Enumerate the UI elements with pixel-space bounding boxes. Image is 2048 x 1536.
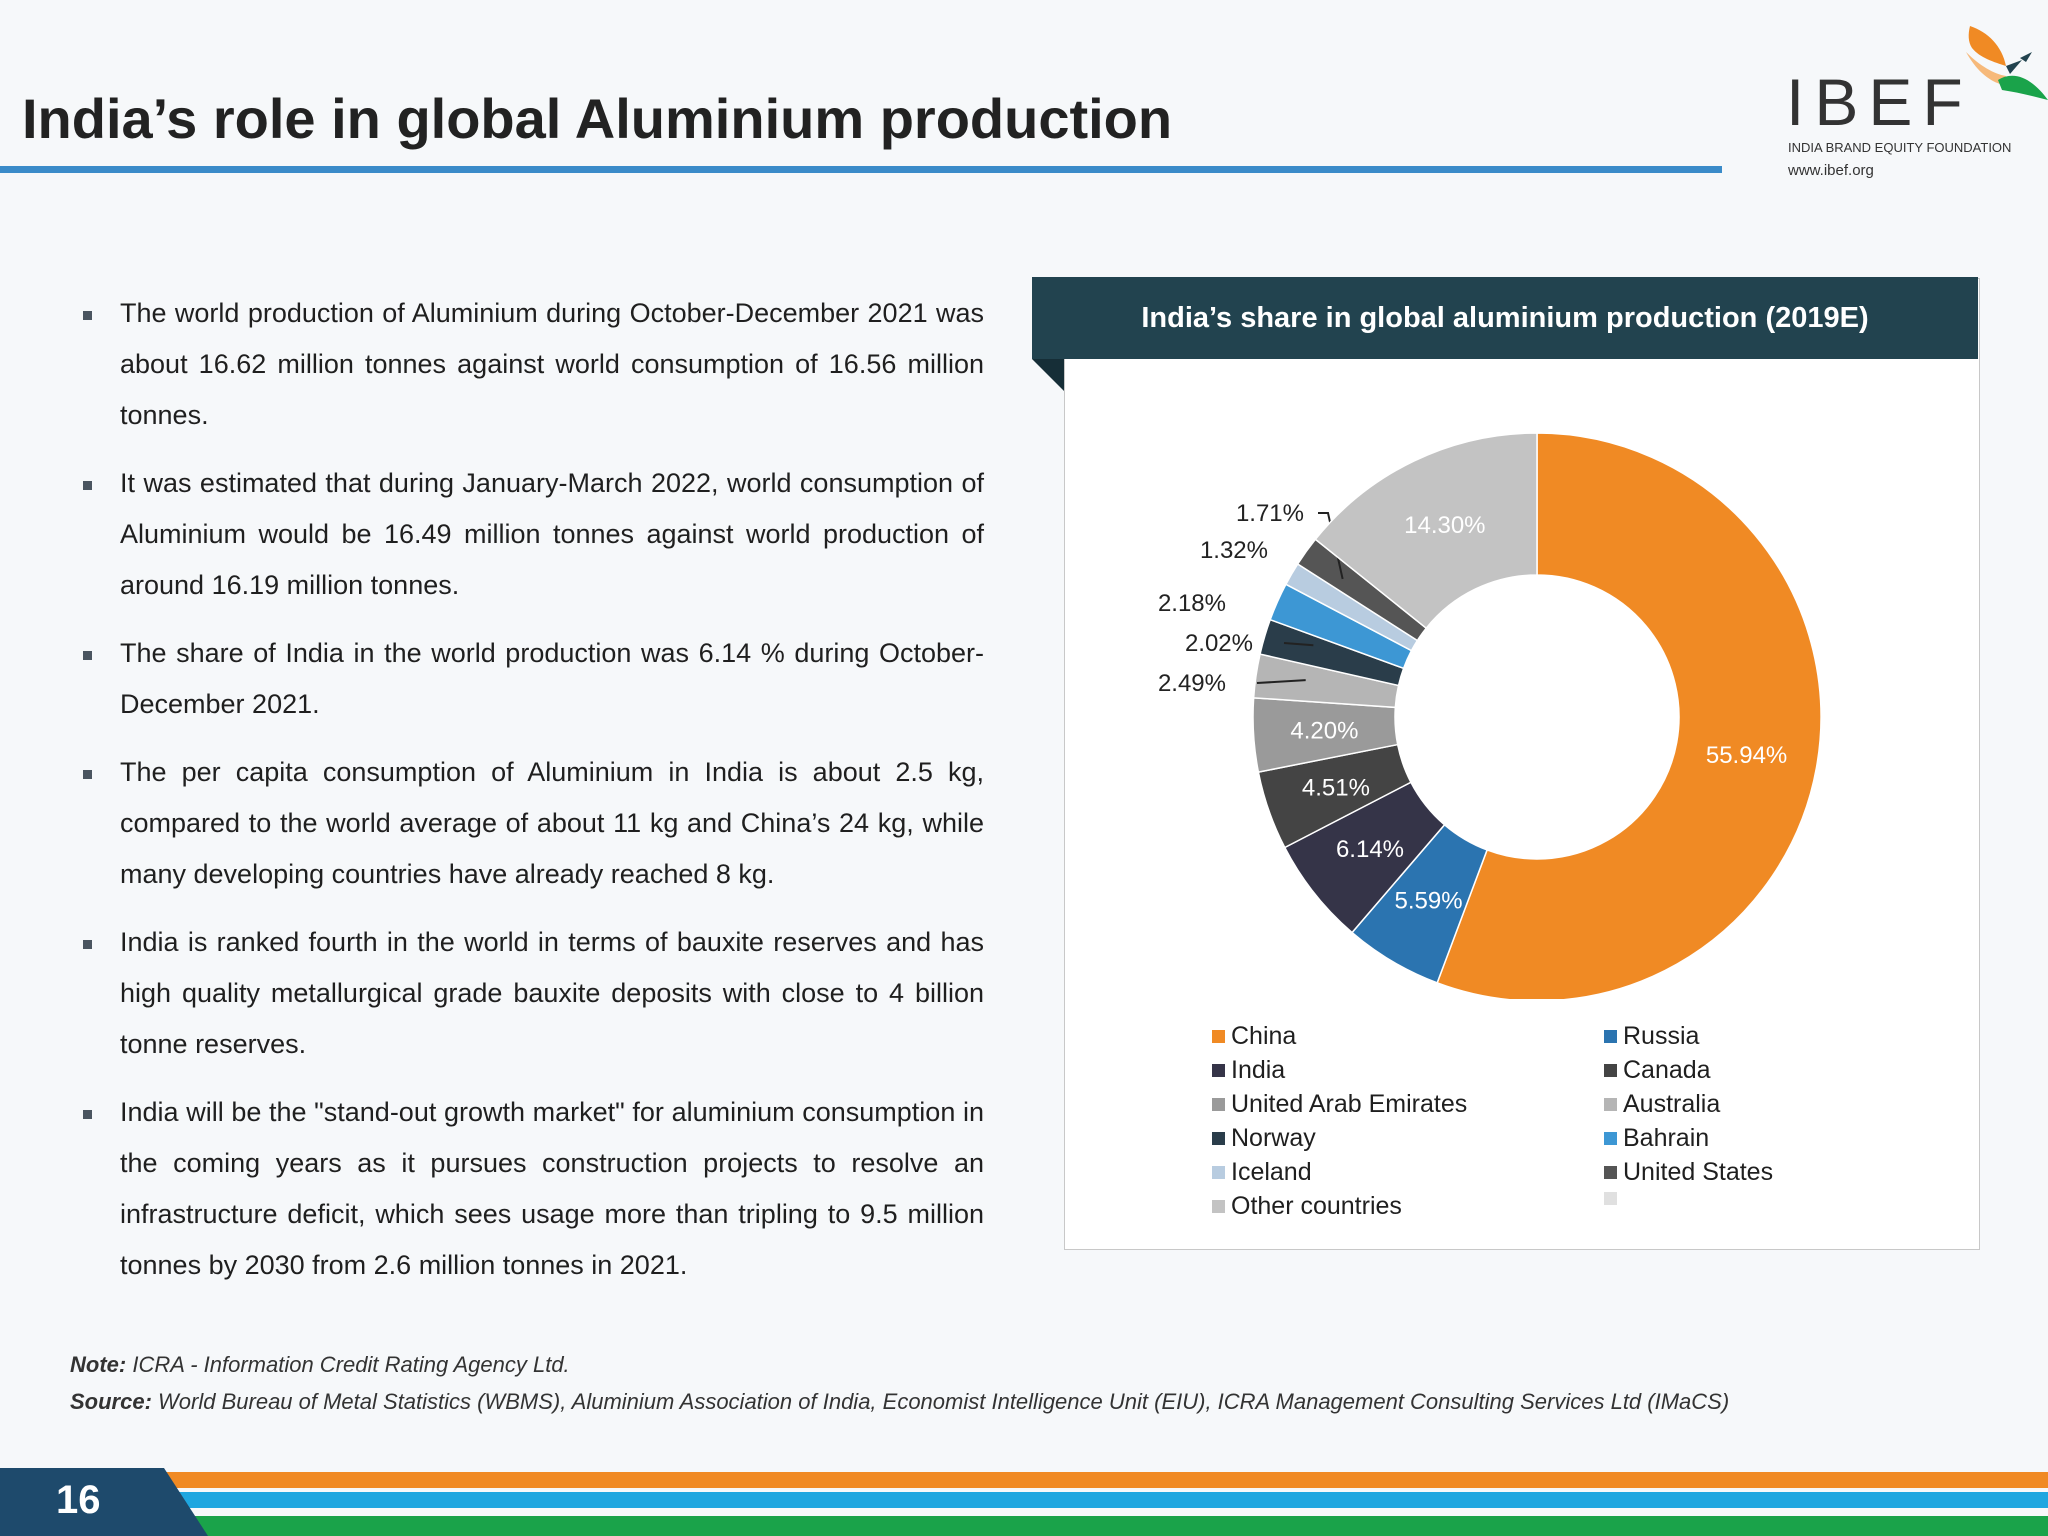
legend-swatch [1604,1064,1617,1077]
footer-stripe-green [0,1516,2048,1536]
logo-subtitle: INDIA BRAND EQUITY FOUNDATION [1788,140,2012,155]
logo-wordmark: IBEF [1786,65,1973,139]
bullet-item: The per capita consumption of Aluminium in India is about 2.5 kg, compared to the world average of about 11 kg and China’s 24 kg, while many developing countries have already reached 8 kg. [80,747,984,900]
footer-stripe-orange [0,1472,2048,1488]
legend-item [1212,1022,1296,1051]
legend-swatch [1212,1064,1225,1077]
legend-label: Other countries [1231,1192,1402,1220]
legend-item [1212,1192,1402,1221]
legend-item [1212,1158,1312,1187]
legend-item [1604,1022,1699,1051]
legend-item [1212,1056,1285,1085]
legend-swatch [1604,1132,1617,1145]
legend-item [1604,1158,1773,1187]
note-line [70,1352,1729,1389]
slice-label: 2.49% [1157,670,1226,697]
legend-swatch [1604,1166,1617,1179]
chart-title: India’s share in global aluminium production (2019E) [1032,277,1978,359]
legend-label: Russia [1623,1022,1700,1050]
slice-label: 4.51% [1301,774,1370,802]
header-fold [1032,359,1064,391]
slice-label: 2.18% [1157,590,1226,617]
slice-label: 4.20% [1290,717,1359,745]
legend-label: Norway [1231,1124,1316,1152]
slice-label: 1.71% [1235,500,1304,527]
footer-stripe-blue [0,1492,2048,1508]
legend-swatch [1212,1030,1225,1043]
slice-label: 6.14% [1335,836,1405,864]
legend-swatch [1604,1098,1617,1111]
slice-label: 5.59% [1394,887,1463,915]
note-text: ICRA - Information Credit Rating Agency Ltd. [126,1352,570,1377]
slice-label: 55.94% [1705,742,1788,770]
legend-swatch [1212,1166,1225,1179]
bullet-item: It was estimated that during January-March 2022, world consumption of Aluminium would be 16.49 million tonnes against world production of around 16.19 million tonnes. [80,458,984,611]
legend-item [1212,1124,1316,1153]
notes-block [70,1352,1729,1426]
slice-label: 1.32% [1199,537,1268,564]
ibef-logo [1786,22,2048,192]
legend-label: Canada [1623,1056,1711,1084]
legend-label: Iceland [1231,1158,1312,1186]
legend-item [1604,1124,1709,1153]
bullet-item: The world production of Aluminium during October-December 2021 was about 16.62 million tonnes against world consumption of 16.56 million tonnes. [80,288,984,441]
legend-label: India [1231,1056,1286,1084]
legend-label: United States [1623,1158,1774,1186]
legend-label: Bahrain [1623,1124,1710,1152]
source-text: World Bureau of Metal Statistics (WBMS), Aluminium Association of India, Economist Intelligence Unit (EIU), ICRA Management Consulting Services Ltd (IMaCS) [151,1389,1730,1414]
legend-swatch [1212,1132,1225,1145]
bullet-item: India will be the "stand-out growth market" for aluminium consumption in the coming years as it pursues construction projects to resolve an infrastructure deficit, which sees usage more than tripling to 9.5 million tonnes by 2030 from 2.6 million tonnes in 2021. [80,1087,984,1291]
legend-swatch [1604,1192,1617,1205]
legend-label: China [1231,1022,1297,1050]
legend-label: United Arab Emirates [1231,1090,1468,1118]
legend-swatch [1604,1030,1617,1043]
slice-label: 2.02% [1184,630,1253,657]
legend-item [1604,1090,1720,1119]
bullet-item: The share of India in the world production was 6.14 % during October-December 2021. [80,628,984,730]
note-label: Note: [70,1352,127,1377]
bullet-item: India is ranked fourth in the world in terms of bauxite reserves and has high quality metallurgical grade bauxite deposits with close to 4 billion tonne reserves. [80,917,984,1070]
legend-empty-swatch [1604,1192,1623,1205]
page-title: India’s role in global Aluminium production [22,87,1173,150]
legend-item [1604,1056,1711,1085]
logo-url: www.ibef.org [1788,162,1874,179]
source-label: Source: [70,1389,152,1414]
donut-chart [1064,359,1978,999]
legend-label: Australia [1623,1090,1721,1118]
source-line [70,1389,1729,1426]
page-number: 16 [56,1478,101,1522]
title-underline [0,166,1722,173]
legend-item [1212,1090,1467,1119]
bullet-list [80,288,984,1308]
legend-swatch [1212,1098,1225,1111]
slice-label: 14.30% [1404,511,1486,539]
legend-swatch [1212,1200,1225,1213]
